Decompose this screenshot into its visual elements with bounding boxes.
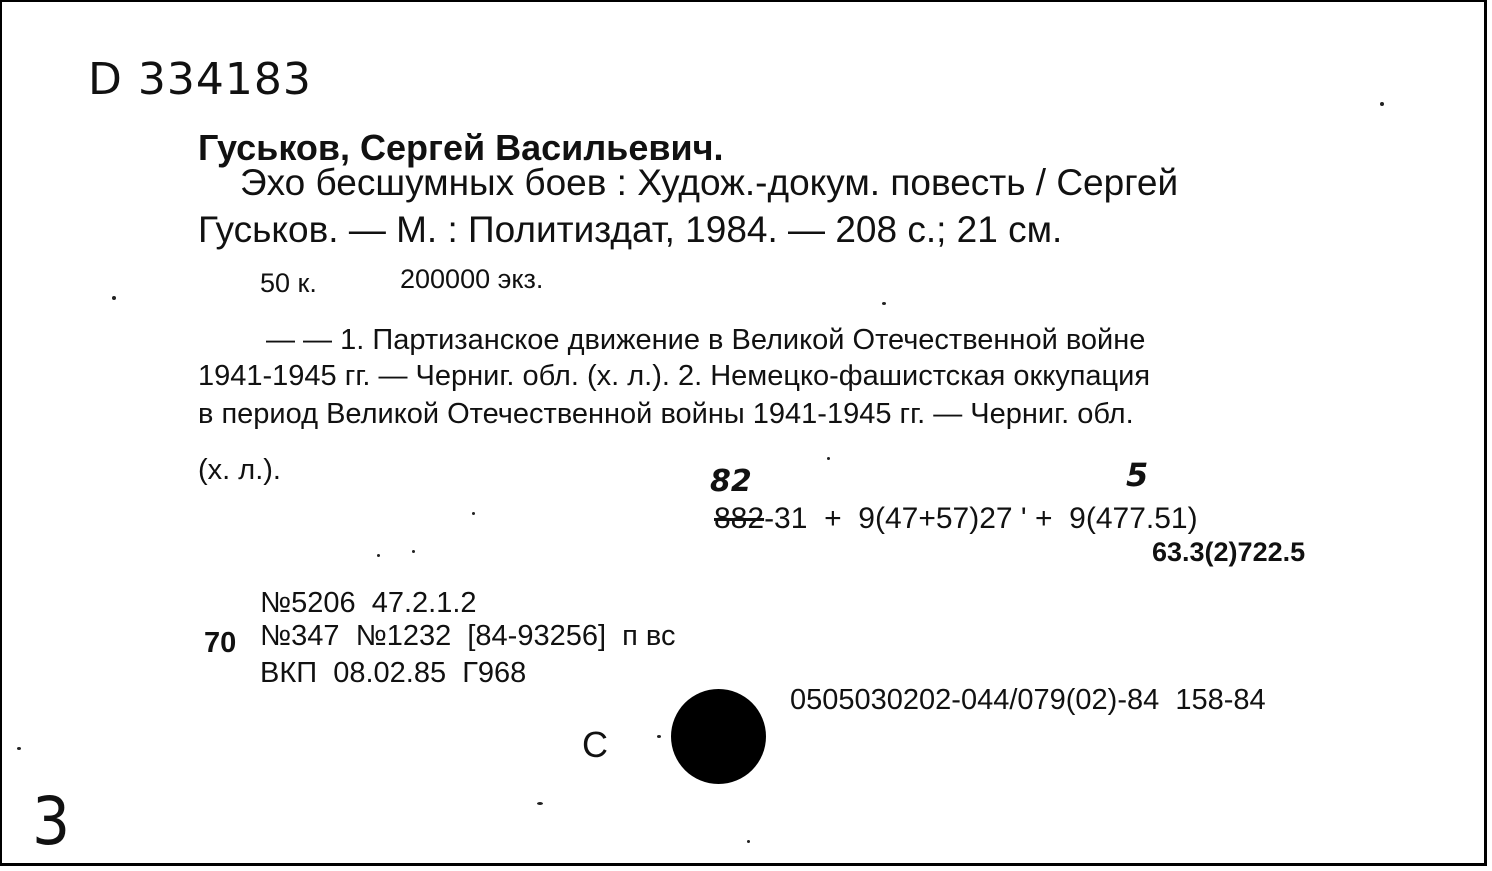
classification-line <box>714 502 1198 536</box>
service-prefix: 70 <box>204 627 237 659</box>
speck <box>377 554 380 557</box>
author-heading: Гуськов, Сергей Васильевич. <box>198 127 724 168</box>
price: 50 к. <box>260 268 317 298</box>
speck <box>657 735 661 738</box>
service-line-1: №5206 47.2.1.2 <box>260 587 477 619</box>
speck <box>882 302 886 305</box>
corner-handwritten-number: 3 <box>32 783 71 861</box>
speck <box>537 802 543 805</box>
speck <box>412 550 415 553</box>
letter-c: С <box>582 724 608 765</box>
card-number: D 334183 <box>88 54 312 105</box>
handwritten-correction-2: 5 <box>1126 456 1149 494</box>
speck <box>827 457 830 460</box>
title-line-2: Гуськов. — М. : Политиздат, 1984. — 208 с.; 21 см. <box>198 209 1063 250</box>
speck <box>747 840 750 843</box>
title-line-1: Эхо бесшумных боев : Худож.-докум. повесть / Сергей <box>240 162 1179 203</box>
subjects-line-3: в период Великой Отечественной войны 1941-1945 гг. — Черниг. обл. <box>198 398 1134 430</box>
classification-struck: 882 <box>714 502 765 535</box>
isbn-code: 0505030202-044/079(02)-84 158-84 <box>790 684 1266 716</box>
service-line-3: ВКП 08.02.85 Г968 <box>260 657 527 689</box>
print-run: 200000 экз. <box>400 264 544 294</box>
classification-rest: -31 + 9(47+57)27 ' + 9(477.51) <box>764 502 1198 535</box>
service-line-2: №347 №1232 [84-93256] п вс <box>260 620 676 652</box>
subjects-line-4: (х. л.). <box>198 454 281 486</box>
handwritten-correction-1: 82 <box>710 464 752 499</box>
speck <box>17 747 21 750</box>
speck <box>1380 102 1384 106</box>
classification-bbk: 63.3(2)722.5 <box>1152 537 1306 567</box>
punch-hole <box>671 689 766 784</box>
speck <box>472 512 475 515</box>
subjects-line-2: 1941-1945 гг. — Черниг. обл. (х. л.). 2. Немецко-фашистская оккупация <box>198 360 1151 392</box>
subjects-line-1: — — 1. Партизанское движение в Великой Отечественной войне <box>266 324 1146 356</box>
speck <box>112 296 116 300</box>
